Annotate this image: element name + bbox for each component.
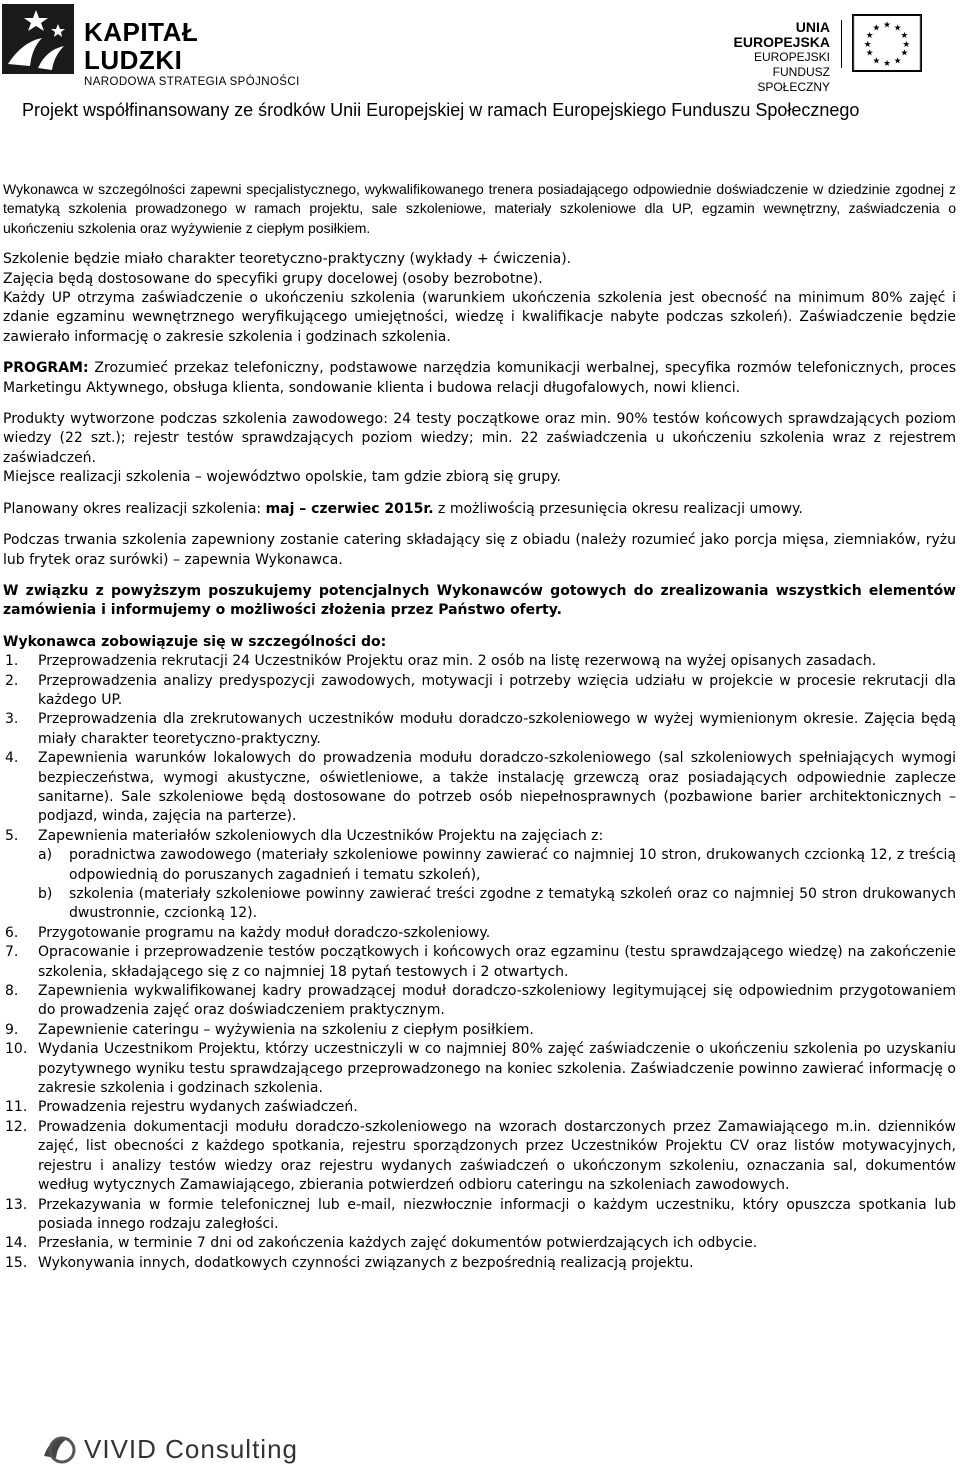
paragraph-call-for-offers: W związku z powyższym poszukujemy potencjalnych Wykonawców gotowych do zrealizowania wszystkich elementów zamówienia i informujemy o możliwości złożenia przez Państwo oferty.: [3, 582, 956, 619]
svg-text:★: ★: [883, 20, 891, 31]
sublist-item: [38, 885, 956, 924]
svg-text:★: ★: [865, 31, 874, 42]
list-item-text: Przesłania, w terminie 7 dni od zakończenia każdych zajęć dokumentów potwierdzających ich odbycie.: [38, 1235, 758, 1252]
list-item-number: 7.: [5, 944, 19, 961]
paragraph-contractor-duties: Wykonawca w szczególności zapewni specjalistycznego, wykwalifikowanego trenera posiadającego odpowiednie doświadczenie w dziedzinie zgodnej z tematyką szkolenia prowadzonego w ramach projektu, sale szkoleniowe, materiały szkoleniowe dla UP, egzamin wewnętrzny, zaświadczenia o ukończeniu szkolenia oraz wyżywienie z ciepłym posiłkiem.: [3, 181, 956, 236]
svg-text:★: ★: [902, 39, 911, 50]
list-item: [3, 1021, 956, 1040]
program-label: PROGRAM:: [3, 360, 89, 377]
list-item-number: 9.: [5, 1021, 19, 1038]
sublist-item-text: szkolenia (materiały szkoleniowe powinny zawierać treści zgodne z tematyką szkoleń oraz co najmniej 50 stron drukowanych dwustronnie, czcionką 12).: [69, 886, 956, 922]
list-item-text: Przekazywania w formie telefonicznej lub e-mail, niezwłocznie informacji o każdym uczestniku, który opuszcza spotkania lub posiada innego rodzaju zaległości.: [38, 1196, 956, 1232]
sublist-item: [38, 846, 956, 885]
list-item: [3, 749, 956, 827]
list-item-number: 13.: [5, 1196, 28, 1213]
eu-divider: [841, 20, 842, 68]
list-item: [3, 1118, 956, 1196]
sublist-item-letter: a): [38, 847, 53, 864]
svg-text:★: ★: [863, 39, 872, 50]
list-item: [3, 943, 956, 982]
svg-text:★: ★: [900, 31, 909, 42]
list-item-text: Przeprowadzenia analizy predyspozycji zawodowych, motywacji i potrzeby wzięcia udziału w projekcie w procesie rekrutacji dla każdego UP.: [38, 672, 956, 708]
list-item-number: 4.: [5, 750, 19, 767]
list-item: [3, 1254, 956, 1273]
kl-title: KAPITAŁ LUDZKI: [84, 17, 199, 75]
list-item-number: 5.: [5, 827, 19, 844]
obligations-list: [3, 652, 956, 1273]
list-item: [3, 1234, 956, 1253]
list-item-number: 11.: [5, 1099, 28, 1116]
list-item-text: Wydania Uczestnikom Projektu, którzy uczestniczyli w co najmniej 80% zajęć zaświadczenie o ukończeniu szkolenia po uzyskaniu pozytywnego wyniku testu sprawdzającego przeprowadzonego na koniec szkolenia. Zaświadczenie powinno zawierać informację o zakresie szkolenia i godzinach szkolenia.: [38, 1041, 956, 1097]
list-item: [3, 710, 956, 749]
kapital-ludzki-logo: [2, 4, 302, 88]
svg-text:★: ★: [865, 48, 874, 59]
paragraph-training-character: Szkolenie będzie miało charakter teoretyczno-praktyczny (wykłady + ćwiczenia).: [3, 251, 572, 268]
list-item-text: Prowadzenia dokumentacji modułu doradczo-szkoleniowego na wzorach dostarczonych przez Zamawiającego m.in. dzienników zajęć, list obecności z każdego spotkania, rejestru sporządzonych przez Uczestników Projektu CV oraz listów motywacyjnych, rejestru i analizy testów wiedzy oraz rejestru wydanych zaświadczeń o ukończonym szkoleniu, oznaczania sal, dokumentów według wytycznych Zamawiającego, zbierania potwierdzeń odbioru cateringu na szkoleniach zawodowych.: [38, 1118, 956, 1194]
svg-text:★: ★: [883, 59, 891, 70]
paragraph-target-group: Zajęcia będą dostosowane do specyfiki grupy docelowej (osoby bezrobotne).: [3, 270, 543, 287]
eu-line2: EUROPEJSKI: [753, 50, 830, 64]
vivid-swirl-icon: [44, 1438, 74, 1462]
eu-flag-icon: [852, 14, 922, 72]
list-heading: Wykonawca zobowiązuje się w szczególności do:: [3, 633, 387, 650]
eu-line3: FUNDUSZ SPOŁECZNY: [757, 65, 830, 94]
vivid-consulting-logo: [40, 1428, 300, 1468]
program-text: Zrozumieć przekaz telefoniczny, podstawowe narzędzia komunikacji werbalnej, specyfika rozmów telefonicznych, proces Marketingu Aktywnego, obsługa klienta, sondowanie klienta i budowa relacji długofalowych, nowi klienci.: [3, 360, 956, 396]
list-item-text: Przeprowadzenia dla zrekrutowanych uczestników modułu doradczo-szkoleniowego w wyżej wymienionym okresie. Zajęcia będą miały charakter teoretyczno-praktyczny.: [38, 711, 956, 747]
paragraph-program: [3, 359, 956, 398]
document-body: [3, 180, 956, 1273]
sublist-item-text: poradnictwa zawodowego (materiały szkoleniowe powinny zawierać co najmniej 10 stron, drukowanych czcionką 12, z treścią odpowiednią do poruszanych zagadnień i tematu szkoleń),: [69, 847, 956, 883]
materials-sublist: [38, 846, 956, 924]
list-item-number: 10.: [5, 1041, 28, 1058]
kapital-ludzki-emblem-icon: [2, 4, 74, 74]
list-item-number: 3.: [5, 711, 19, 728]
list-item-number: 15.: [5, 1254, 28, 1271]
list-item: [3, 672, 956, 711]
list-item-text: Zapewnienia materiałów szkoleniowych dla Uczestników Projektu na zajęciach z:: [38, 827, 604, 844]
list-item-text: Zapewnienia wykwalifikowanej kadry prowadzącej moduł doradczo-szkoleniowy legitymującej się odpowiednim przygotowaniem do prowadzenia zajęć oraz doświadczeniem praktycznym.: [38, 983, 956, 1019]
project-cofinancing-line: Projekt współfinansowany ze środków Unii Europejskiej w ramach Europejskiego Funduszu Społecznego: [22, 100, 860, 120]
paragraph-schedule: Planowany okres realizacji szkolenia: maj – czerwiec 2015r. z możliwością przesunięcia okresu realizacji umowy.: [3, 500, 803, 517]
list-item-text: Przeprowadzenia rekrutacji 24 Uczestników Projektu oraz min. 2 osób na listę rezerwową na wyżej opisanych zasadach.: [38, 653, 877, 670]
paragraph-certificate: Każdy UP otrzyma zaświadczenie o ukończeniu szkolenia (warunkiem ukończenia szkolenia jest obecność na minimum 80% zajęć i zdanie egzaminu wewnętrznego weryfikującego umiejętności, wiedzę i kwalifikacje nabyte podczas szkoleń). Zaświadczenie będzie zawierało informację o zakresie szkolenia i godzinach szkolenia.: [3, 290, 956, 345]
page-header: [0, 0, 960, 140]
list-item-number: 8.: [5, 983, 19, 1000]
list-item-text: Przygotowanie programu na każdy moduł doradczo-szkoleniowy.: [38, 924, 491, 941]
list-item-text: Opracowanie i przeprowadzenie testów początkowych i końcowych oraz egzaminu (testu sprawdzającego wiedzę) na zakończenie szkolenia, składającego się z co najmniej 18 pytań testowych i 2 otwartych.: [38, 944, 956, 980]
kl-subtitle: NARODOWA STRATEGIA SPÓJNOŚCI: [84, 76, 300, 88]
schedule-dates: maj – czerwiec 2015r.: [265, 500, 434, 517]
eu-logo: [712, 14, 942, 94]
svg-text:★: ★: [893, 56, 902, 67]
svg-text:★: ★: [872, 23, 881, 34]
list-item: [3, 652, 956, 671]
list-item: [3, 924, 956, 943]
paragraph-catering: Podczas trwania szkolenia zapewniony zostanie catering składający się z obiadu (należy rozumieć jako porcja mięsa, ziemniaków, ryżu lub frytek oraz surówki) – zapewnia Wykonawca.: [3, 532, 956, 568]
list-item-text: Prowadzenia rejestru wydanych zaświadczeń.: [38, 1099, 358, 1116]
list-item-number: 2.: [5, 672, 19, 689]
list-item-text: Zapewnienie cateringu – wyżywienia na szkoleniu z ciepłym posiłkiem.: [38, 1021, 534, 1038]
list-item-number: 6.: [5, 924, 19, 941]
list-item: [3, 1196, 956, 1235]
svg-text:★: ★: [900, 48, 909, 59]
list-item-text: Zapewnienia warunków lokalowych do prowadzenia modułu doradczo-szkoleniowego (sal szkoleniowych spełniających wymogi bezpieczeństwa, wymogi akustyczne, oświetleniowe, a także instalację grzewczą oraz posiadających odpowiednie zaplecze sanitarne). Sale szkoleniowe będą dostosowane do potrzeb osób niepełnosprawnych (pozbawione barier architektonicznych – podjazd, winda, zajęcia na parterze).: [38, 750, 956, 825]
svg-text:★: ★: [872, 56, 881, 67]
list-item-number: 14.: [5, 1235, 28, 1252]
list-item-number: 1.: [5, 653, 19, 670]
svg-text:★: ★: [893, 23, 902, 34]
list-item: [3, 1040, 956, 1098]
list-item-text: Wykonywania innych, dodatkowych czynności związanych z bezpośrednią realizacją projektu.: [38, 1254, 694, 1271]
list-item: [3, 982, 956, 1021]
paragraph-location: Miejsce realizacji szkolenia – województwo opolskie, tam gdzie zbiorą się grupy.: [3, 469, 561, 486]
list-item-number: 12.: [5, 1118, 28, 1135]
eu-line1: UNIA EUROPEJSKA: [733, 19, 830, 50]
list-item: [3, 1098, 956, 1117]
vivid-logo-text: VIVID Consulting: [84, 1434, 298, 1464]
paragraph-products: Produkty wytworzone podczas szkolenia zawodowego: 24 testy początkowe oraz min. 90% testów końcowych sprawdzających poziom wiedzy (22 szt.); rejestr testów sprawdzających poziom wiedzy; min. 22 zaświadczenia u ukończeniu szkolenia wraz z rejestrem zaświadczeń.: [3, 411, 956, 466]
sublist-item-letter: b): [38, 886, 53, 902]
list-item: [3, 827, 956, 924]
